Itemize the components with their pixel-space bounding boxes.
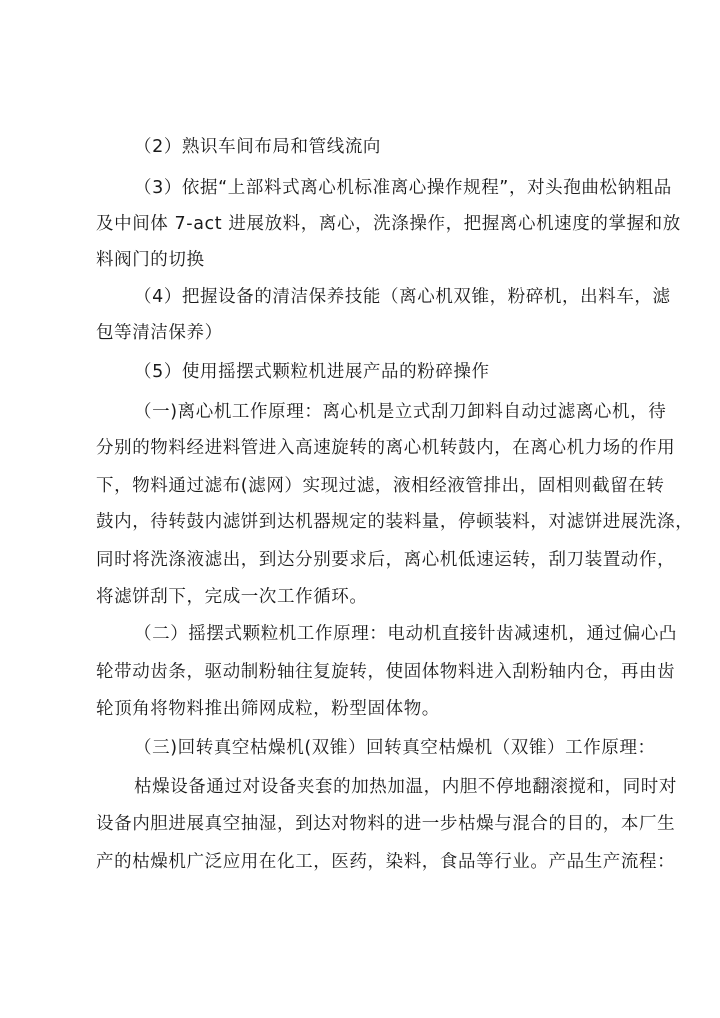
paragraph-line: （4）把握设备的清洁保养技能（离心机双锥，粉碎机，出料车，滤 xyxy=(134,287,671,307)
paragraph-line: 鼓内，待转鼓内滤饼到达机器规定的装料量，停顿装料，对滤饼进展洗涤， xyxy=(96,512,694,532)
paragraph-line: （二）摇摆式颗粒机工作原理：电动机直接针齿减速机，通过偏心凸 xyxy=(134,624,677,644)
paragraph-line: 下，物料通过滤布(滤网）实现过滤，液相经液管排出，固相则截留在转 xyxy=(96,476,665,496)
paragraph-line: 将滤饼刮下，完成一次工作循环。 xyxy=(96,587,368,607)
paragraph-line: 同时将洗涤液滤出，到达分别要求后，离心机低速运转，刮刀装置动作， xyxy=(96,550,676,570)
paragraph-line: （三)回转真空枯燥机(双锥）回转真空枯燥机（双锥）工作原理： xyxy=(134,738,656,758)
paragraph-line: 及中间体 7-act 进展放料，离心，洗涤操作，把握离心机速度的掌握和放 xyxy=(96,214,681,234)
paragraph-line: 枯燥设备通过对设备夹套的加热加温，内胆不停地翻滚搅和，同时对 xyxy=(134,777,677,797)
paragraph-line: 料阀门的切换 xyxy=(96,250,205,270)
paragraph-line: 分别的物料经进料管进入高速旋转的离心机转鼓内，在离心机力场的作用 xyxy=(96,438,676,458)
paragraph-line: （3）依据“上部料式离心机标准离心操作规程”，对头孢曲松钠粗品 xyxy=(134,178,672,198)
paragraph-line: 设备内胆进展真空抽湿，到达对物料的进一步枯燥与混合的目的，本厂生 xyxy=(96,814,676,834)
paragraph-line: 产的枯燥机广泛应用在化工，医药，染料，食品等行业。产品生产流程： xyxy=(96,852,676,872)
paragraph-line: 轮顶角将物料推出筛网成粒，粉型固体物。 xyxy=(96,699,440,719)
paragraph-line: （一)离心机工作原理：离心机是立式刮刀卸料自动过滤离心机，待 xyxy=(134,402,667,422)
paragraph-line: 轮带动齿条，驱动制粉轴往复旋转，使固体物料进入刮粉轴内仓，再由齿 xyxy=(96,662,676,682)
paragraph-line: （2）熟识车间布局和管线流向 xyxy=(134,137,382,157)
paragraph-line: （5）使用摇摆式颗粒机进展产品的粉碎操作 xyxy=(134,362,490,382)
paragraph-line: 包等清洁保养） xyxy=(96,323,223,343)
